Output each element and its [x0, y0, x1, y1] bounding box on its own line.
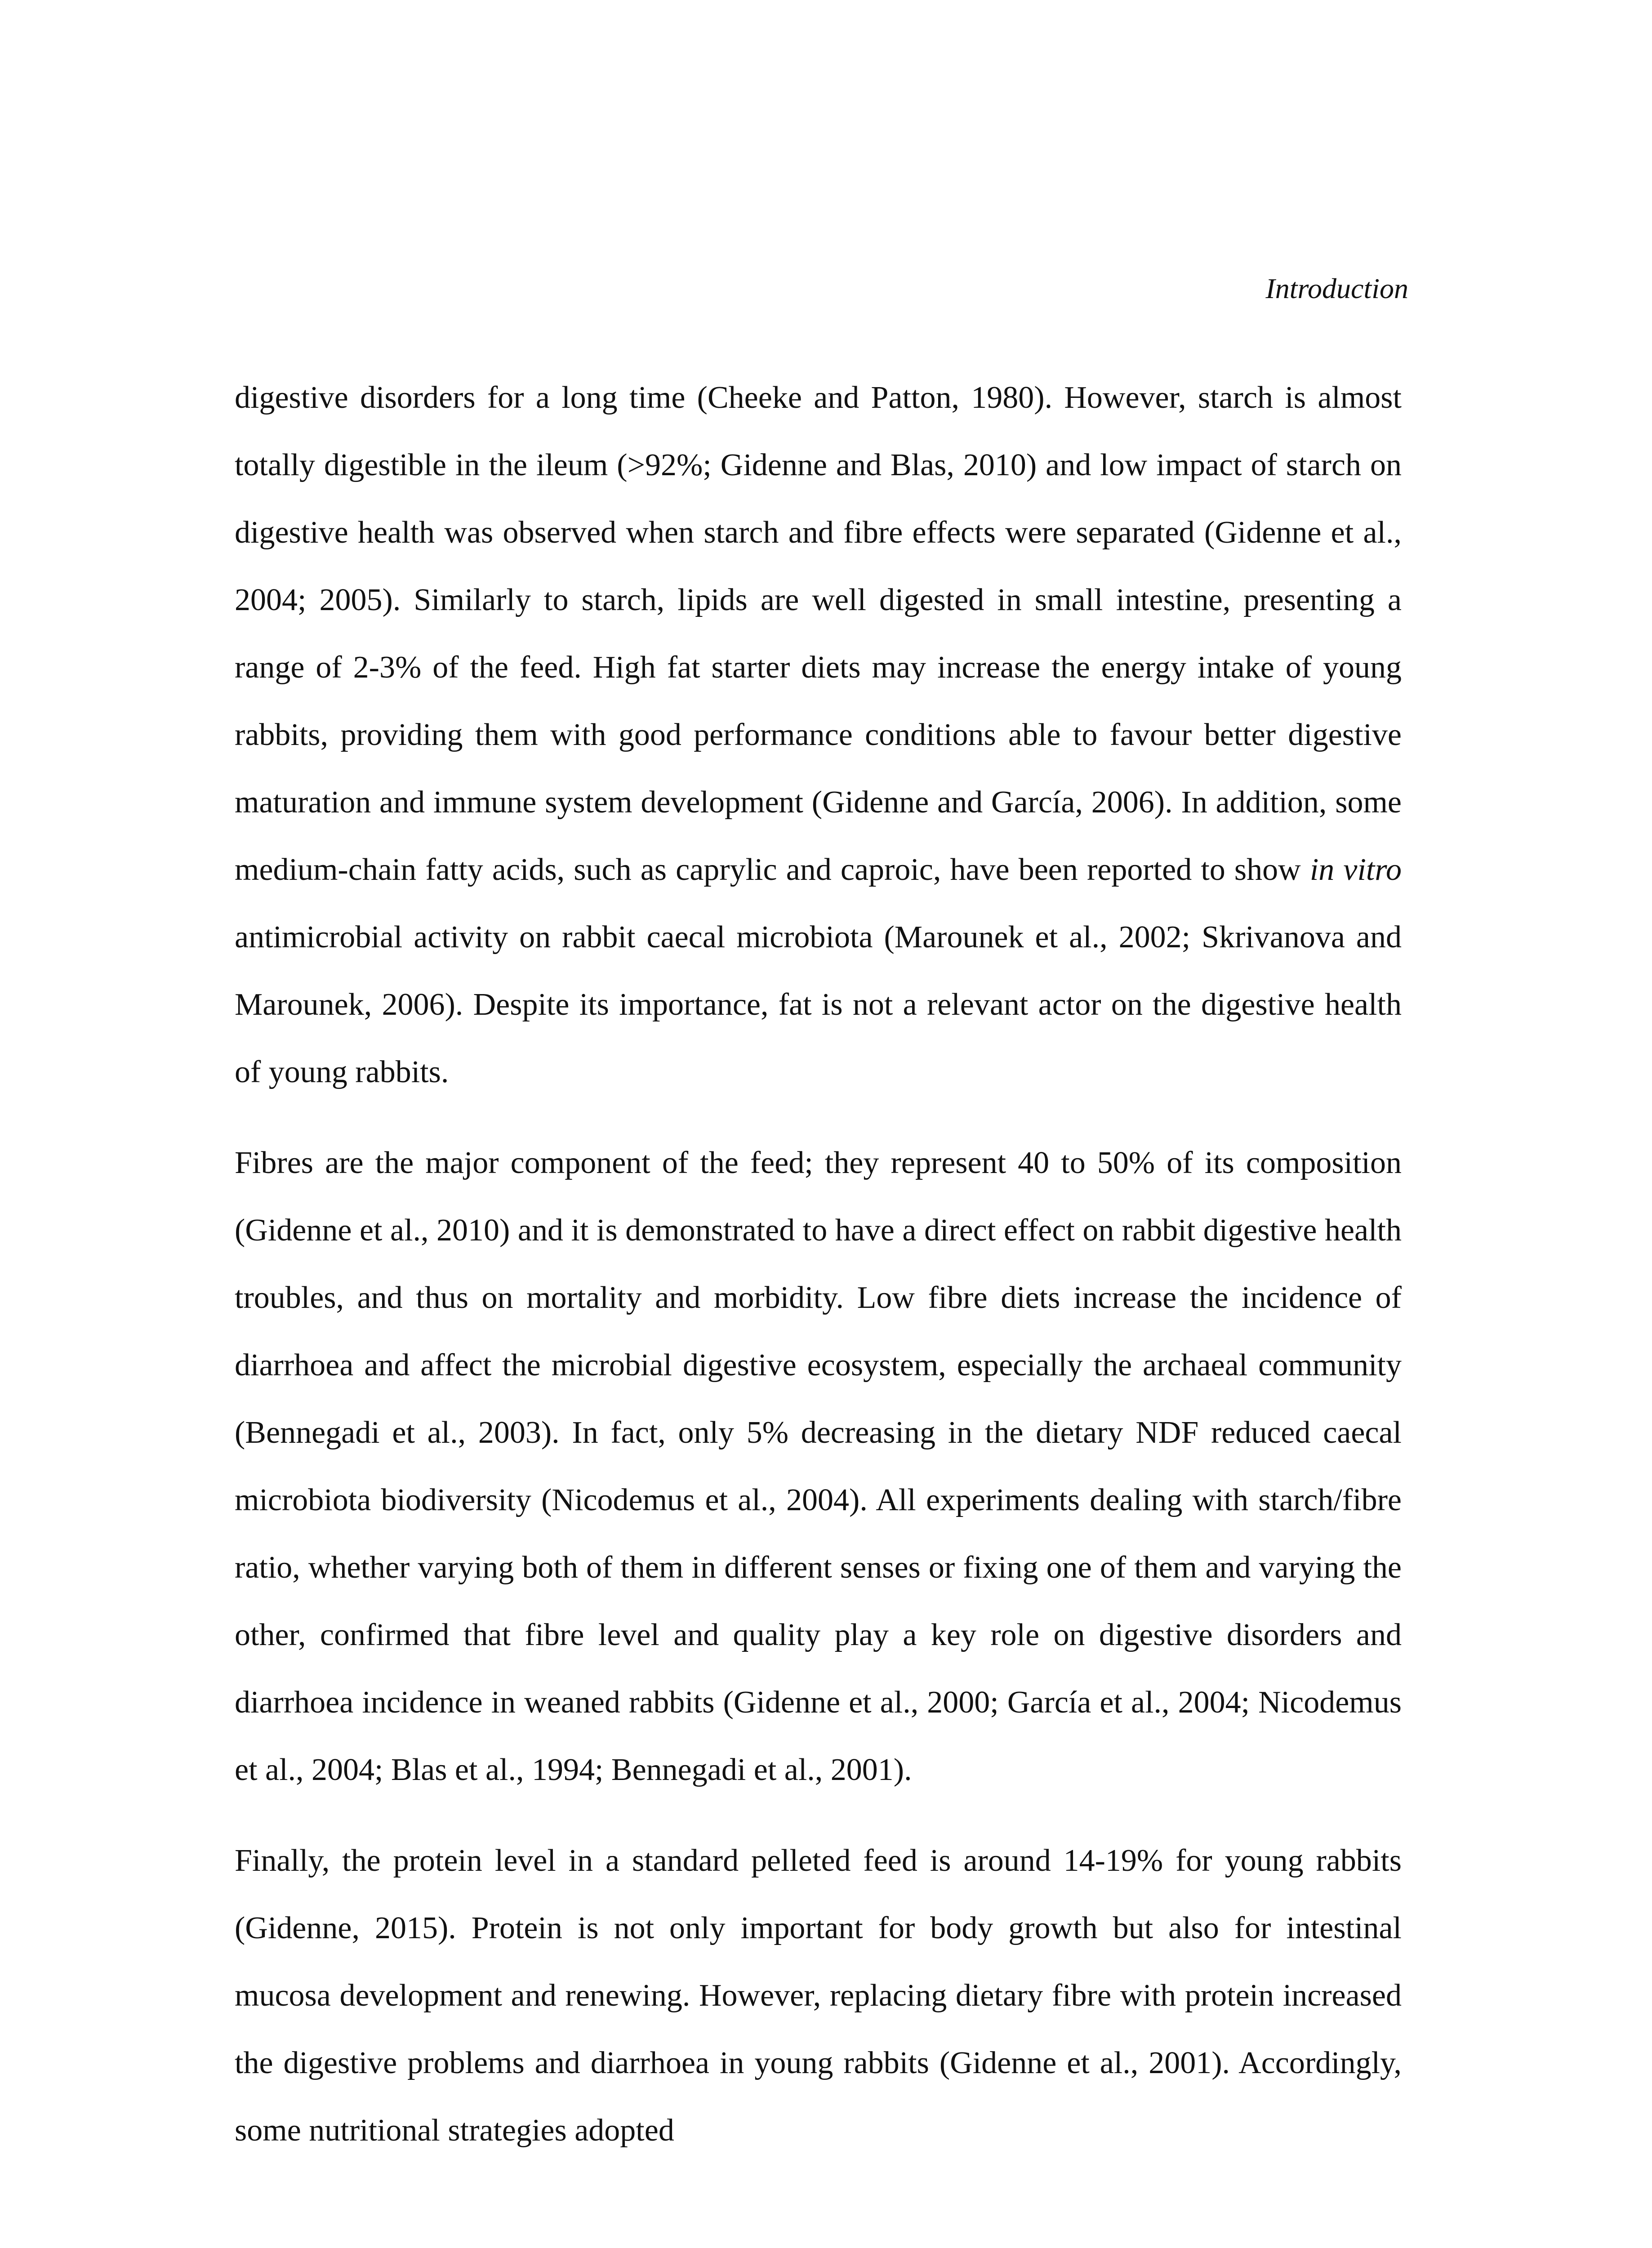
paragraph-text: digestive disorders for a long time (Cheeke and Patton, 1980). However, starch is almost totally digestible in the ileum (>92%; Gidenne and Blas, 2010) and low impact of starch on digestive health was observed when starch and fibre effects were separated (Gidenne et al., 2004; 2005). Similarly to starch, lipids are well digested in small intestine, presenting a range of 2-3% of the feed. High fat starter diets may increase the energy intake of young rabbits, providing them with good performance conditions able to favour better digestive maturation and immune system development (Gidenne and García, 2006). In addition, some medium-chain fatty acids, such as caprylic and caproic, have been reported to show: [235, 380, 1402, 887]
italic-term: in vitro: [1309, 852, 1402, 887]
paragraph: [235, 1827, 1402, 2164]
paragraph-text: Fibres are the major component of the feed; they represent 40 to 50% of its composition (Gidenne et al., 2010) and it is demonstrated to have a direct effect on rabbit digestive health troubles, and thus on mortality and morbidity. Low fibre diets increase the incidence of diarrhoea and affect the microbial digestive ecosystem, especially the archaeal community (Bennegadi et al., 2003). In fact, only 5% decreasing in the dietary NDF reduced caecal microbiota biodiversity (Nicodemus et al., 2004). All experiments dealing with starch/fibre ratio, whether varying both of them in different senses or fixing one of them and varying the other, confirmed that fibre level and quality play a key role on digestive disorders and diarrhoea incidence in weaned rabbits (Gidenne et al., 2000; García et al., 2004; Nicodemus et al., 2004; Blas et al., 1994; Bennegadi et al., 2001).: [235, 1146, 1402, 1787]
body-text: [235, 364, 1402, 2164]
running-header: Introduction: [1265, 272, 1408, 304]
paragraph-text: Finally, the protein level in a standard pelleted feed is around 14-19% for young rabbits (Gidenne, 2015). Protein is not only important for body growth but also for intestinal mucosa development and renewing. However, replacing dietary fibre with protein increased the digestive problems and diarrhoea in young rabbits (Gidenne et al., 2001). Accordingly, some nutritional strategies adopted: [235, 1843, 1402, 2148]
paragraph-text: antimicrobial activity on rabbit caecal microbiota (Marounek et al., 2002; Skrivanova and Marounek, 2006). Despite its importance, fat is not a relevant actor on the digestive health of young rabbits.: [235, 920, 1402, 1089]
paragraph: [235, 1129, 1402, 1804]
paragraph: [235, 364, 1402, 1106]
